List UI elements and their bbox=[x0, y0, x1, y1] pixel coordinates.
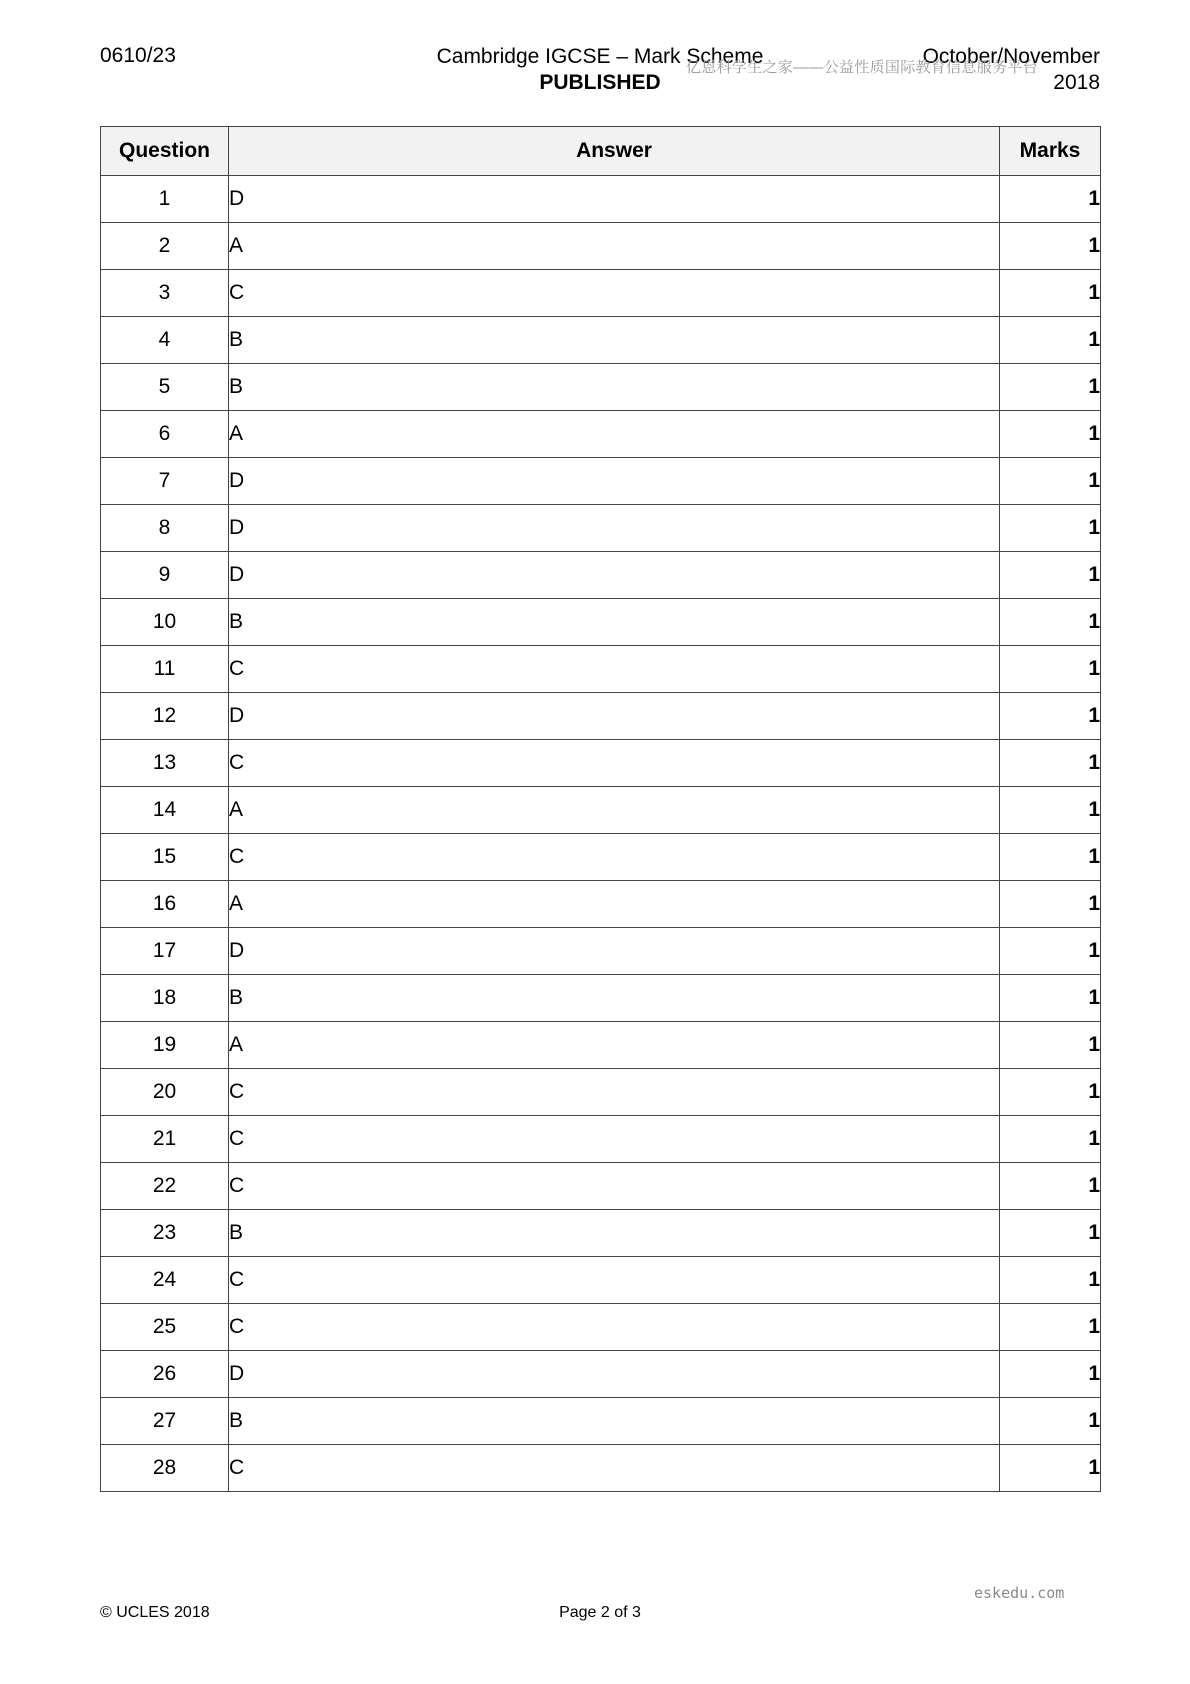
table-row bbox=[101, 176, 1101, 223]
header-year: 2018 bbox=[1053, 71, 1100, 94]
table-row bbox=[101, 458, 1101, 505]
column-header-marks: Marks bbox=[1000, 127, 1101, 176]
question-cell: 22 bbox=[101, 1163, 229, 1210]
column-header-answer: Answer bbox=[229, 127, 1000, 176]
table-row bbox=[101, 317, 1101, 364]
table-row bbox=[101, 1069, 1101, 1116]
question-cell: 5 bbox=[101, 364, 229, 411]
table-row bbox=[101, 928, 1101, 975]
answer-cell: D bbox=[229, 1351, 1000, 1398]
table-body bbox=[101, 176, 1101, 1492]
question-cell: 6 bbox=[101, 411, 229, 458]
marks-cell: 1 bbox=[1000, 458, 1101, 505]
question-cell: 8 bbox=[101, 505, 229, 552]
marks-cell: 1 bbox=[1000, 975, 1101, 1022]
answer-cell: D bbox=[229, 176, 1000, 223]
question-cell: 1 bbox=[101, 176, 229, 223]
question-cell: 21 bbox=[101, 1116, 229, 1163]
question-cell: 20 bbox=[101, 1069, 229, 1116]
header-session: October/November bbox=[922, 45, 1100, 68]
answer-cell: B bbox=[229, 975, 1000, 1022]
marks-cell: 1 bbox=[1000, 1445, 1101, 1492]
answer-cell: A bbox=[229, 1022, 1000, 1069]
marks-cell: 1 bbox=[1000, 176, 1101, 223]
question-cell: 13 bbox=[101, 740, 229, 787]
marks-cell: 1 bbox=[1000, 693, 1101, 740]
marks-cell: 1 bbox=[1000, 740, 1101, 787]
answer-cell: C bbox=[229, 1445, 1000, 1492]
question-cell: 18 bbox=[101, 975, 229, 1022]
answer-cell: C bbox=[229, 740, 1000, 787]
marks-cell: 1 bbox=[1000, 1210, 1101, 1257]
marks-cell: 1 bbox=[1000, 1398, 1101, 1445]
answer-cell: C bbox=[229, 1116, 1000, 1163]
marks-cell: 1 bbox=[1000, 1351, 1101, 1398]
column-header-question: Question bbox=[101, 127, 229, 176]
table-row bbox=[101, 1351, 1101, 1398]
marks-cell: 1 bbox=[1000, 317, 1101, 364]
marks-cell: 1 bbox=[1000, 928, 1101, 975]
marks-cell: 1 bbox=[1000, 223, 1101, 270]
footer-copyright: © UCLES 2018 bbox=[100, 1604, 210, 1621]
question-cell: 25 bbox=[101, 1304, 229, 1351]
table-header-row bbox=[101, 127, 1101, 176]
table-row bbox=[101, 599, 1101, 646]
header-status: PUBLISHED bbox=[539, 71, 661, 94]
question-cell: 27 bbox=[101, 1398, 229, 1445]
marks-cell: 1 bbox=[1000, 505, 1101, 552]
marks-cell: 1 bbox=[1000, 834, 1101, 881]
question-cell: 24 bbox=[101, 1257, 229, 1304]
answer-cell: D bbox=[229, 928, 1000, 975]
question-cell: 17 bbox=[101, 928, 229, 975]
marks-cell: 1 bbox=[1000, 1116, 1101, 1163]
answer-cell: C bbox=[229, 646, 1000, 693]
answer-cell: B bbox=[229, 364, 1000, 411]
mark-scheme-table bbox=[100, 126, 1101, 1492]
header-title: Cambridge IGCSE – Mark Scheme bbox=[436, 45, 764, 68]
answer-cell: C bbox=[229, 834, 1000, 881]
marks-cell: 1 bbox=[1000, 411, 1101, 458]
table-row bbox=[101, 693, 1101, 740]
question-cell: 4 bbox=[101, 317, 229, 364]
marks-cell: 1 bbox=[1000, 1304, 1101, 1351]
table-row bbox=[101, 1163, 1101, 1210]
answer-cell: D bbox=[229, 552, 1000, 599]
answer-cell: B bbox=[229, 1210, 1000, 1257]
table-row bbox=[101, 1022, 1101, 1069]
table-row bbox=[101, 552, 1101, 599]
answer-cell: A bbox=[229, 881, 1000, 928]
answer-cell: A bbox=[229, 787, 1000, 834]
table-row bbox=[101, 223, 1101, 270]
table-row bbox=[101, 881, 1101, 928]
answer-cell: C bbox=[229, 1304, 1000, 1351]
marks-cell: 1 bbox=[1000, 881, 1101, 928]
marks-cell: 1 bbox=[1000, 599, 1101, 646]
table-row bbox=[101, 364, 1101, 411]
header-watermark: 亿恩科学生之家——公益性质国际教育信息服务平台 bbox=[686, 59, 1038, 76]
question-cell: 7 bbox=[101, 458, 229, 505]
question-cell: 9 bbox=[101, 552, 229, 599]
table-row bbox=[101, 787, 1101, 834]
answer-cell: C bbox=[229, 270, 1000, 317]
answer-cell: A bbox=[229, 411, 1000, 458]
answer-cell: A bbox=[229, 223, 1000, 270]
answer-cell: C bbox=[229, 1257, 1000, 1304]
table-row bbox=[101, 1210, 1101, 1257]
answer-cell: C bbox=[229, 1163, 1000, 1210]
question-cell: 11 bbox=[101, 646, 229, 693]
table-row bbox=[101, 411, 1101, 458]
answer-cell: D bbox=[229, 458, 1000, 505]
footer-watermark: eskedu.com bbox=[974, 1584, 1065, 1602]
answer-cell: B bbox=[229, 599, 1000, 646]
table-row bbox=[101, 1116, 1101, 1163]
answer-cell: D bbox=[229, 505, 1000, 552]
marks-cell: 1 bbox=[1000, 787, 1101, 834]
marks-cell: 1 bbox=[1000, 1257, 1101, 1304]
marks-cell: 1 bbox=[1000, 270, 1101, 317]
paper-code: 0610/23 bbox=[100, 44, 176, 67]
table-row bbox=[101, 975, 1101, 1022]
marks-cell: 1 bbox=[1000, 364, 1101, 411]
marks-cell: 1 bbox=[1000, 552, 1101, 599]
marks-cell: 1 bbox=[1000, 1022, 1101, 1069]
table-row bbox=[101, 740, 1101, 787]
answer-cell: C bbox=[229, 1069, 1000, 1116]
question-cell: 28 bbox=[101, 1445, 229, 1492]
table-row bbox=[101, 646, 1101, 693]
marks-cell: 1 bbox=[1000, 1069, 1101, 1116]
table-row bbox=[101, 1257, 1101, 1304]
question-cell: 3 bbox=[101, 270, 229, 317]
question-cell: 10 bbox=[101, 599, 229, 646]
table-row bbox=[101, 1445, 1101, 1492]
question-cell: 16 bbox=[101, 881, 229, 928]
answer-cell: B bbox=[229, 1398, 1000, 1445]
question-cell: 23 bbox=[101, 1210, 229, 1257]
table-row bbox=[101, 1304, 1101, 1351]
footer-page-number: Page 2 of 3 bbox=[559, 1604, 641, 1621]
table-row bbox=[101, 1398, 1101, 1445]
table-row bbox=[101, 270, 1101, 317]
answer-cell: B bbox=[229, 317, 1000, 364]
table-row bbox=[101, 834, 1101, 881]
question-cell: 26 bbox=[101, 1351, 229, 1398]
question-cell: 2 bbox=[101, 223, 229, 270]
answer-cell: D bbox=[229, 693, 1000, 740]
marks-cell: 1 bbox=[1000, 646, 1101, 693]
marks-cell: 1 bbox=[1000, 1163, 1101, 1210]
question-cell: 15 bbox=[101, 834, 229, 881]
question-cell: 12 bbox=[101, 693, 229, 740]
question-cell: 14 bbox=[101, 787, 229, 834]
table-row bbox=[101, 505, 1101, 552]
question-cell: 19 bbox=[101, 1022, 229, 1069]
